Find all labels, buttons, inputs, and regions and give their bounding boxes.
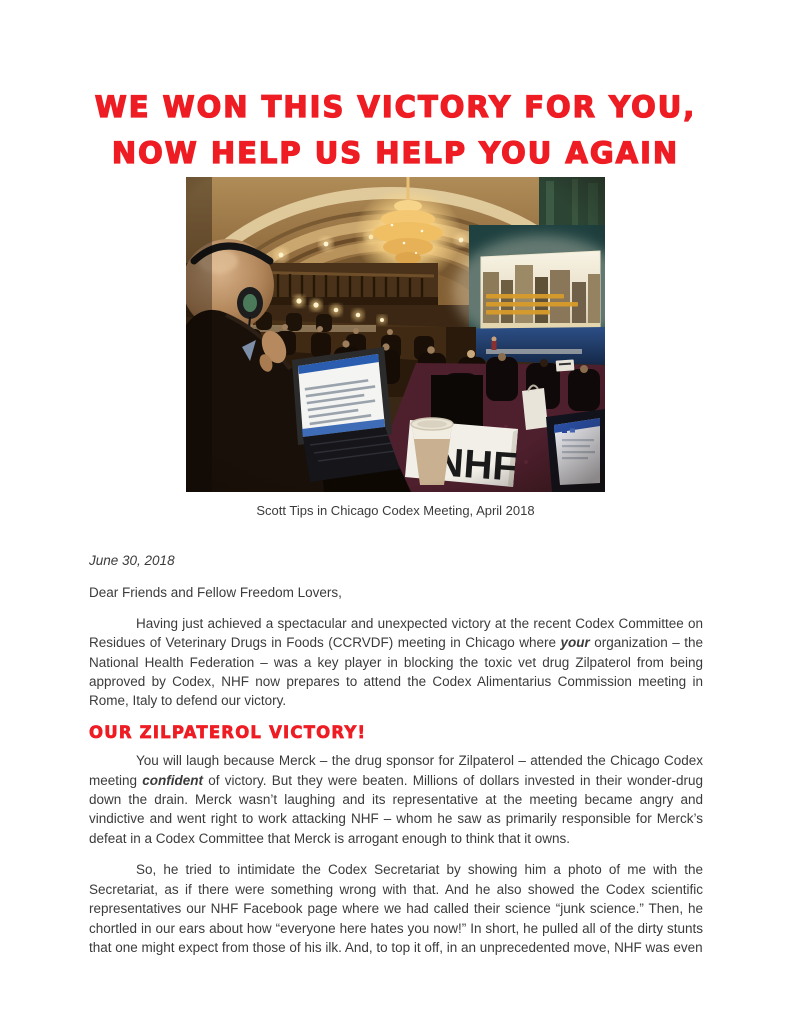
conference-photo-figure bbox=[186, 177, 605, 518]
letter-date: June 30, 2018 bbox=[89, 553, 175, 568]
salutation: Dear Friends and Fellow Freedom Lovers, bbox=[89, 585, 342, 601]
section-heading: OUR ZILPATEROL VICTORY! bbox=[89, 722, 367, 742]
letter-body bbox=[89, 614, 703, 958]
paragraph: Having just achieved a spectacular and unexpected victory at the recent Codex Committee on Residues of Veterinary Drugs in Foods (CCRVDF) meeting in Chicago where your organization – the National Health Federation – was a key player in blocking the toxic vet drug Zilpaterol from being approved by Codex, NHF now prepares to attend the Codex Alimentarius Commission meeting in Rome, Italy to defend our victory. bbox=[89, 615, 703, 709]
paragraph: So, he tried to intimidate the Codex Secretariat by showing him a photo of me with the Secretariat, as if there were something wrong with that. And he also showed the Codex scientific representatives our NHF Facebook page where we had called their science “junk science.” Then, he chortled in our ears about how “everyone here hates you now!” In short, he pulled all of the dirty stunts that one might expect from those of his ilk. And, to top it off, in an unprecedented move, NHF was even bbox=[89, 862, 703, 955]
headline-line-2: NOW HELP US HELP YOU AGAIN bbox=[111, 136, 680, 170]
photo-caption: Scott Tips in Chicago Codex Meeting, April 2018 bbox=[256, 503, 535, 518]
letter bbox=[89, 551, 703, 969]
conference-photo bbox=[186, 177, 605, 492]
headline-line-1: WE WON THIS VICTORY FOR YOU, bbox=[94, 90, 697, 124]
headline bbox=[0, 84, 791, 176]
paragraph: You will laugh because Merck – the drug sponsor for Zilpaterol – attended the Chicago Codex meeting confident of victory. But they were beaten. Millions of dollars invested in their wonder-drug down the drain. Merck wasn’t laughing and its representative at the meeting became angry and vindictive and went right to work attacking NHF – whom he saw as primarily responsible for Merck’s defeat in a Codex Committee that Merck is arrogant enough to think that it owns. bbox=[89, 753, 704, 846]
